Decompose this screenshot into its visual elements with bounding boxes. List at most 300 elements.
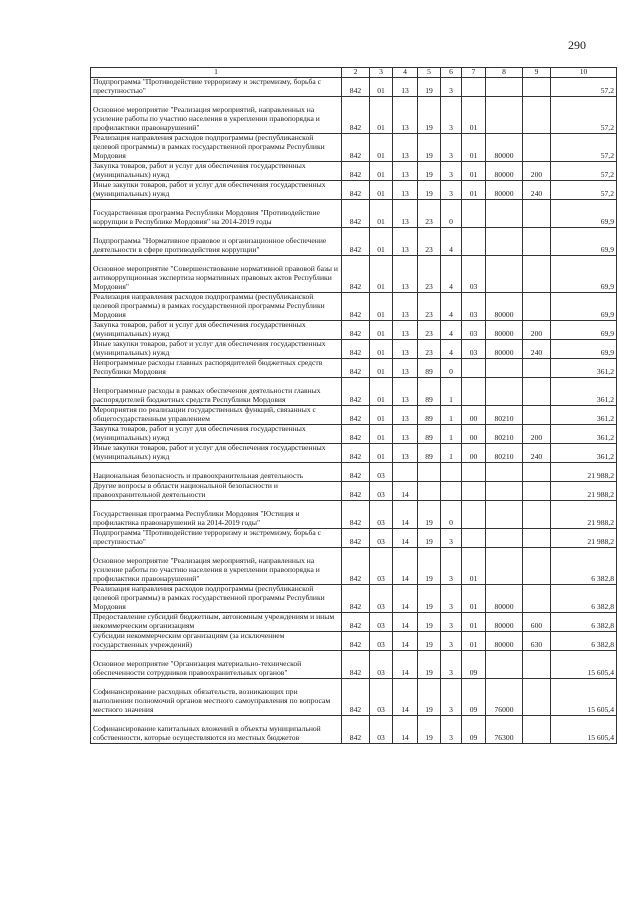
code-program-cell — [418, 482, 441, 501]
code-admin-cell: 842 — [342, 585, 370, 613]
code-activity-cell — [462, 482, 486, 501]
code-admin-cell: 842 — [342, 716, 370, 744]
row-name-cell: Мероприятия по реализации государственных функций, связанных с общегосударственным управлением — [91, 406, 342, 425]
code-section-cell: 03 — [370, 501, 393, 529]
code-subprogram-cell: 3 — [441, 181, 462, 200]
code-section-cell: 01 — [370, 200, 393, 228]
code-subsection-cell: 13 — [393, 406, 418, 425]
column-header: 8 — [486, 68, 523, 78]
code-subprogram-cell — [441, 463, 462, 482]
code-program-cell: 23 — [418, 321, 441, 340]
code-program-cell: 19 — [418, 716, 441, 744]
code-subsection-cell: 13 — [393, 97, 418, 134]
row-name-cell: Подпрограмма "Противодействие терроризму и экстремизму, борьба с преступностью" — [91, 78, 342, 97]
table-row — [91, 378, 617, 406]
code-subprogram-cell: 3 — [441, 78, 462, 97]
code-subprogram-cell: 1 — [441, 378, 462, 406]
code-program-cell: 89 — [418, 359, 441, 378]
row-name-cell: Непрограммные расходы главных распорядителей бюджетных средств Республики Мордовия — [91, 359, 342, 378]
table-row — [91, 162, 617, 181]
code-activity-cell: 03 — [462, 321, 486, 340]
code-subprogram-cell: 1 — [441, 444, 462, 463]
table-row — [91, 482, 617, 501]
code-section-cell: 03 — [370, 482, 393, 501]
code-direction-cell — [486, 97, 523, 134]
amount-cell: 69,9 — [551, 256, 617, 293]
code-subprogram-cell — [441, 482, 462, 501]
table-row — [91, 463, 617, 482]
code-subsection-cell: 14 — [393, 632, 418, 651]
code-direction-cell — [486, 482, 523, 501]
amount-cell: 361,2 — [551, 444, 617, 463]
code-direction-cell — [486, 529, 523, 548]
code-admin-cell: 842 — [342, 97, 370, 134]
code-section-cell: 03 — [370, 613, 393, 632]
code-admin-cell: 842 — [342, 463, 370, 482]
code-activity-cell: 03 — [462, 340, 486, 359]
code-section-cell: 03 — [370, 529, 393, 548]
code-expense-type-cell: 200 — [523, 162, 551, 181]
code-expense-type-cell: 630 — [523, 632, 551, 651]
code-subsection-cell: 13 — [393, 293, 418, 321]
table-row — [91, 548, 617, 585]
amount-cell: 361,2 — [551, 406, 617, 425]
amount-cell: 21 988,2 — [551, 501, 617, 529]
code-direction-cell — [486, 651, 523, 679]
code-subsection-cell: 13 — [393, 228, 418, 256]
row-name-cell: Национальная безопасность и правоохранительная деятельность — [91, 463, 342, 482]
code-activity-cell: 01 — [462, 548, 486, 585]
code-activity-cell: 01 — [462, 181, 486, 200]
code-program-cell: 19 — [418, 162, 441, 181]
code-admin-cell: 842 — [342, 406, 370, 425]
code-section-cell: 01 — [370, 97, 393, 134]
code-subprogram-cell: 3 — [441, 716, 462, 744]
code-program-cell: 23 — [418, 256, 441, 293]
code-section-cell: 03 — [370, 651, 393, 679]
code-subsection-cell: 14 — [393, 613, 418, 632]
code-subsection-cell: 13 — [393, 256, 418, 293]
amount-cell: 69,9 — [551, 293, 617, 321]
code-subprogram-cell: 3 — [441, 632, 462, 651]
code-direction-cell: 80000 — [486, 632, 523, 651]
code-subprogram-cell: 0 — [441, 501, 462, 529]
table-row — [91, 97, 617, 134]
code-section-cell: 03 — [370, 679, 393, 716]
code-admin-cell: 842 — [342, 378, 370, 406]
amount-cell: 15 605,4 — [551, 679, 617, 716]
code-subsection-cell: 14 — [393, 482, 418, 501]
code-admin-cell: 842 — [342, 679, 370, 716]
code-direction-cell — [486, 548, 523, 585]
code-section-cell: 01 — [370, 406, 393, 425]
code-expense-type-cell: 200 — [523, 321, 551, 340]
code-subprogram-cell: 3 — [441, 529, 462, 548]
row-name-cell: Другие вопросы в области национальной безопасности и правоохранительной деятельности — [91, 482, 342, 501]
amount-cell: 57,2 — [551, 181, 617, 200]
code-program-cell: 23 — [418, 293, 441, 321]
table-body — [91, 78, 617, 744]
code-section-cell: 01 — [370, 134, 393, 162]
row-name-cell: Основное мероприятие "Реализация мероприятий, направленных на усиление работы по участию населения в укреплении правопорядка и профилактики правонарушений" — [91, 548, 342, 585]
code-subsection-cell: 13 — [393, 134, 418, 162]
amount-cell: 57,2 — [551, 162, 617, 181]
row-name-cell: Подпрограмма "Нормативное правовое и организационное обеспечение деятельности в сфере противодействия коррупции" — [91, 228, 342, 256]
amount-cell: 69,9 — [551, 321, 617, 340]
code-expense-type-cell: 240 — [523, 444, 551, 463]
code-program-cell: 19 — [418, 97, 441, 134]
code-admin-cell: 842 — [342, 228, 370, 256]
code-activity-cell: 01 — [462, 134, 486, 162]
code-program-cell: 19 — [418, 501, 441, 529]
code-expense-type-cell — [523, 293, 551, 321]
code-subsection-cell: 13 — [393, 200, 418, 228]
code-program-cell: 89 — [418, 378, 441, 406]
code-admin-cell: 842 — [342, 651, 370, 679]
code-activity-cell: 00 — [462, 444, 486, 463]
code-direction-cell: 76300 — [486, 716, 523, 744]
code-expense-type-cell — [523, 651, 551, 679]
code-program-cell: 19 — [418, 548, 441, 585]
code-admin-cell: 842 — [342, 256, 370, 293]
column-header: 3 — [370, 68, 393, 78]
amount-cell: 361,2 — [551, 425, 617, 444]
row-name-cell: Государственная программа Республики Мордовия "Противодействие коррупции в Республике Мордовия" на 2014-2019 годы — [91, 200, 342, 228]
code-subsection-cell: 13 — [393, 181, 418, 200]
code-subsection-cell — [393, 463, 418, 482]
amount-cell: 361,2 — [551, 359, 617, 378]
column-header: 4 — [393, 68, 418, 78]
code-direction-cell — [486, 200, 523, 228]
code-program-cell: 19 — [418, 585, 441, 613]
code-direction-cell — [486, 378, 523, 406]
code-section-cell: 01 — [370, 78, 393, 97]
code-subprogram-cell: 4 — [441, 256, 462, 293]
code-expense-type-cell — [523, 97, 551, 134]
code-direction-cell: 80000 — [486, 181, 523, 200]
code-direction-cell: 80000 — [486, 293, 523, 321]
code-activity-cell: 09 — [462, 679, 486, 716]
column-header: 1 — [91, 68, 342, 78]
code-subprogram-cell: 4 — [441, 340, 462, 359]
code-admin-cell: 842 — [342, 200, 370, 228]
code-activity-cell: 00 — [462, 406, 486, 425]
table-header-row — [91, 68, 617, 78]
code-subprogram-cell: 4 — [441, 321, 462, 340]
amount-cell: 57,2 — [551, 134, 617, 162]
code-direction-cell: 80000 — [486, 162, 523, 181]
code-direction-cell: 80000 — [486, 585, 523, 613]
row-name-cell: Непрограммные расходы в рамках обеспечения деятельности главных распорядителей бюджетных средств Республики Мордовия — [91, 378, 342, 406]
table-row — [91, 444, 617, 463]
page-number: 290 — [568, 38, 586, 52]
column-header: 5 — [418, 68, 441, 78]
table-row — [91, 613, 617, 632]
code-admin-cell: 842 — [342, 359, 370, 378]
code-direction-cell — [486, 228, 523, 256]
code-activity-cell: 01 — [462, 632, 486, 651]
code-activity-cell: 03 — [462, 256, 486, 293]
code-section-cell: 01 — [370, 340, 393, 359]
table-row — [91, 632, 617, 651]
code-activity-cell — [462, 228, 486, 256]
amount-cell: 57,2 — [551, 78, 617, 97]
code-activity-cell — [462, 200, 486, 228]
row-name-cell: Закупка товаров, работ и услуг для обеспечения государственных (муниципальных) нужд — [91, 162, 342, 181]
code-direction-cell: 80000 — [486, 613, 523, 632]
code-admin-cell: 842 — [342, 293, 370, 321]
code-admin-cell: 842 — [342, 425, 370, 444]
table-row — [91, 359, 617, 378]
row-name-cell: Государственная программа Республики Мордовия "Юстиция и профилактика правонарушений на 2014-2019 годы" — [91, 501, 342, 529]
code-direction-cell: 76000 — [486, 679, 523, 716]
code-section-cell: 03 — [370, 585, 393, 613]
code-direction-cell: 80210 — [486, 406, 523, 425]
row-name-cell: Закупка товаров, работ и услуг для обеспечения государственных (муниципальных) нужд — [91, 321, 342, 340]
code-admin-cell: 842 — [342, 548, 370, 585]
code-admin-cell: 842 — [342, 162, 370, 181]
code-program-cell: 89 — [418, 406, 441, 425]
code-expense-type-cell — [523, 679, 551, 716]
code-program-cell: 19 — [418, 632, 441, 651]
code-program-cell: 23 — [418, 340, 441, 359]
code-subsection-cell: 13 — [393, 321, 418, 340]
code-admin-cell: 842 — [342, 501, 370, 529]
row-name-cell: Предоставление субсидий бюджетным, автономным учреждениям и иным некоммерческим организациям — [91, 613, 342, 632]
table-row — [91, 340, 617, 359]
code-program-cell: 19 — [418, 134, 441, 162]
code-admin-cell: 842 — [342, 181, 370, 200]
code-activity-cell — [462, 78, 486, 97]
code-program-cell: 23 — [418, 200, 441, 228]
code-subsection-cell: 14 — [393, 529, 418, 548]
row-name-cell: Софинансирование капитальных вложений в объекты муниципальной собственности, которые осуществляются из местных бюджетов — [91, 716, 342, 744]
code-direction-cell — [486, 78, 523, 97]
budget-table — [90, 67, 617, 744]
code-expense-type-cell — [523, 378, 551, 406]
code-admin-cell: 842 — [342, 340, 370, 359]
table-row — [91, 228, 617, 256]
code-subprogram-cell: 3 — [441, 162, 462, 181]
code-subprogram-cell: 1 — [441, 425, 462, 444]
code-subsection-cell: 13 — [393, 78, 418, 97]
code-program-cell: 19 — [418, 679, 441, 716]
code-subsection-cell: 13 — [393, 162, 418, 181]
table-row — [91, 679, 617, 716]
row-name-cell: Реализация направления расходов подпрограммы (республиканской целевой программы) в рамках государственной программы Республики Мордовия — [91, 585, 342, 613]
table-row — [91, 78, 617, 97]
table-row — [91, 200, 617, 228]
code-activity-cell: 09 — [462, 716, 486, 744]
amount-cell: 69,9 — [551, 340, 617, 359]
code-activity-cell: 01 — [462, 162, 486, 181]
code-subsection-cell: 13 — [393, 340, 418, 359]
table-row — [91, 181, 617, 200]
code-admin-cell: 842 — [342, 444, 370, 463]
amount-cell: 21 988,2 — [551, 529, 617, 548]
code-subprogram-cell: 4 — [441, 228, 462, 256]
table-row — [91, 585, 617, 613]
amount-cell: 69,9 — [551, 228, 617, 256]
code-subsection-cell: 14 — [393, 585, 418, 613]
code-subsection-cell: 13 — [393, 444, 418, 463]
code-section-cell: 01 — [370, 321, 393, 340]
amount-cell: 6 382,8 — [551, 632, 617, 651]
code-activity-cell: 03 — [462, 293, 486, 321]
code-expense-type-cell — [523, 228, 551, 256]
code-subprogram-cell: 1 — [441, 406, 462, 425]
column-header: 9 — [523, 68, 551, 78]
code-subsection-cell: 14 — [393, 679, 418, 716]
table-row — [91, 501, 617, 529]
code-admin-cell: 842 — [342, 321, 370, 340]
code-direction-cell: 80210 — [486, 425, 523, 444]
code-program-cell: 19 — [418, 529, 441, 548]
code-subprogram-cell: 0 — [441, 359, 462, 378]
code-expense-type-cell — [523, 406, 551, 425]
code-subprogram-cell: 3 — [441, 679, 462, 716]
code-subprogram-cell: 3 — [441, 97, 462, 134]
code-activity-cell — [462, 359, 486, 378]
table-row — [91, 406, 617, 425]
code-subprogram-cell: 4 — [441, 293, 462, 321]
row-name-cell: Иные закупки товаров, работ и услуг для обеспечения государственных (муниципальных) нужд — [91, 444, 342, 463]
code-program-cell: 19 — [418, 651, 441, 679]
code-activity-cell — [462, 378, 486, 406]
code-direction-cell: 80000 — [486, 134, 523, 162]
amount-cell: 6 382,8 — [551, 548, 617, 585]
code-subsection-cell: 14 — [393, 501, 418, 529]
code-admin-cell: 842 — [342, 134, 370, 162]
code-subprogram-cell: 3 — [441, 134, 462, 162]
code-subsection-cell: 13 — [393, 359, 418, 378]
code-section-cell: 03 — [370, 548, 393, 585]
code-expense-type-cell — [523, 463, 551, 482]
code-expense-type-cell: 200 — [523, 425, 551, 444]
code-direction-cell: 80000 — [486, 321, 523, 340]
code-program-cell: 89 — [418, 444, 441, 463]
code-subprogram-cell: 3 — [441, 613, 462, 632]
code-activity-cell: 01 — [462, 585, 486, 613]
row-name-cell: Основное мероприятие "Совершенствование нормативной правовой базы и антикоррупционная экспертиза нормативных правовых актов Республики Мордовия" — [91, 256, 342, 293]
code-program-cell: 89 — [418, 425, 441, 444]
code-subsection-cell: 14 — [393, 548, 418, 585]
row-name-cell: Иные закупки товаров, работ и услуг для обеспечения государственных (муниципальных) нужд — [91, 181, 342, 200]
amount-cell: 21 988,2 — [551, 482, 617, 501]
code-activity-cell — [462, 463, 486, 482]
row-name-cell: Основное мероприятие "Организация материально-технической обеспеченности сотрудников правоохранительных органов" — [91, 651, 342, 679]
code-expense-type-cell — [523, 78, 551, 97]
code-subprogram-cell: 3 — [441, 585, 462, 613]
code-expense-type-cell — [523, 585, 551, 613]
amount-cell: 21 988,2 — [551, 463, 617, 482]
code-expense-type-cell — [523, 359, 551, 378]
code-activity-cell: 00 — [462, 425, 486, 444]
code-expense-type-cell — [523, 548, 551, 585]
code-expense-type-cell: 600 — [523, 613, 551, 632]
row-name-cell: Иные закупки товаров, работ и услуг для обеспечения государственных (муниципальных) нужд — [91, 340, 342, 359]
code-admin-cell: 842 — [342, 632, 370, 651]
code-section-cell: 01 — [370, 425, 393, 444]
code-direction-cell: 80000 — [486, 340, 523, 359]
code-program-cell: 19 — [418, 613, 441, 632]
code-expense-type-cell — [523, 134, 551, 162]
amount-cell: 15 605,4 — [551, 651, 617, 679]
column-header: 7 — [462, 68, 486, 78]
code-expense-type-cell: 240 — [523, 181, 551, 200]
amount-cell: 57,2 — [551, 97, 617, 134]
table-row — [91, 293, 617, 321]
code-program-cell: 19 — [418, 181, 441, 200]
code-activity-cell — [462, 529, 486, 548]
code-expense-type-cell — [523, 716, 551, 744]
row-name-cell: Подпрограмма "Противодействие терроризму и экстремизму, борьба с преступностью" — [91, 529, 342, 548]
code-section-cell: 03 — [370, 463, 393, 482]
code-admin-cell: 842 — [342, 78, 370, 97]
code-activity-cell: 01 — [462, 613, 486, 632]
code-section-cell: 01 — [370, 378, 393, 406]
amount-cell: 6 382,8 — [551, 613, 617, 632]
table-row — [91, 425, 617, 444]
code-activity-cell — [462, 501, 486, 529]
column-header: 10 — [551, 68, 617, 78]
code-section-cell: 01 — [370, 256, 393, 293]
column-header: 2 — [342, 68, 370, 78]
table-row — [91, 529, 617, 548]
table-row — [91, 321, 617, 340]
table-row — [91, 134, 617, 162]
table-row — [91, 256, 617, 293]
row-name-cell: Закупка товаров, работ и услуг для обеспечения государственных (муниципальных) нужд — [91, 425, 342, 444]
amount-cell: 69,9 — [551, 200, 617, 228]
code-program-cell — [418, 463, 441, 482]
code-subsection-cell: 14 — [393, 716, 418, 744]
code-section-cell: 01 — [370, 162, 393, 181]
code-section-cell: 01 — [370, 181, 393, 200]
table-row — [91, 716, 617, 744]
code-direction-cell — [486, 501, 523, 529]
code-subsection-cell: 13 — [393, 425, 418, 444]
table-row — [91, 651, 617, 679]
code-subsection-cell: 13 — [393, 378, 418, 406]
amount-cell: 15 605,4 — [551, 716, 617, 744]
code-admin-cell: 842 — [342, 529, 370, 548]
code-section-cell: 03 — [370, 716, 393, 744]
amount-cell: 6 382,8 — [551, 585, 617, 613]
code-expense-type-cell: 240 — [523, 340, 551, 359]
row-name-cell: Основное мероприятие "Реализация мероприятий, направленных на усиление работы по участию населения в укреплении правопорядка и профилактики правонарушений" — [91, 97, 342, 134]
code-direction-cell — [486, 463, 523, 482]
code-expense-type-cell — [523, 482, 551, 501]
code-expense-type-cell — [523, 501, 551, 529]
column-header: 6 — [441, 68, 462, 78]
code-expense-type-cell — [523, 200, 551, 228]
code-section-cell: 01 — [370, 228, 393, 256]
code-admin-cell: 842 — [342, 482, 370, 501]
code-direction-cell: 80210 — [486, 444, 523, 463]
code-activity-cell: 09 — [462, 651, 486, 679]
code-activity-cell: 01 — [462, 97, 486, 134]
row-name-cell: Реализация направления расходов подпрограммы (республиканской целевой программы) в рамках государственной программы Республики Мордовия — [91, 293, 342, 321]
amount-cell: 361,2 — [551, 378, 617, 406]
code-subprogram-cell: 3 — [441, 651, 462, 679]
code-direction-cell — [486, 256, 523, 293]
code-program-cell: 23 — [418, 228, 441, 256]
row-name-cell: Реализация направления расходов подпрограммы (республиканской целевой программы) в рамках государственной программы Республики Мордовия — [91, 134, 342, 162]
code-subsection-cell: 14 — [393, 651, 418, 679]
code-subprogram-cell: 0 — [441, 200, 462, 228]
code-section-cell: 01 — [370, 293, 393, 321]
